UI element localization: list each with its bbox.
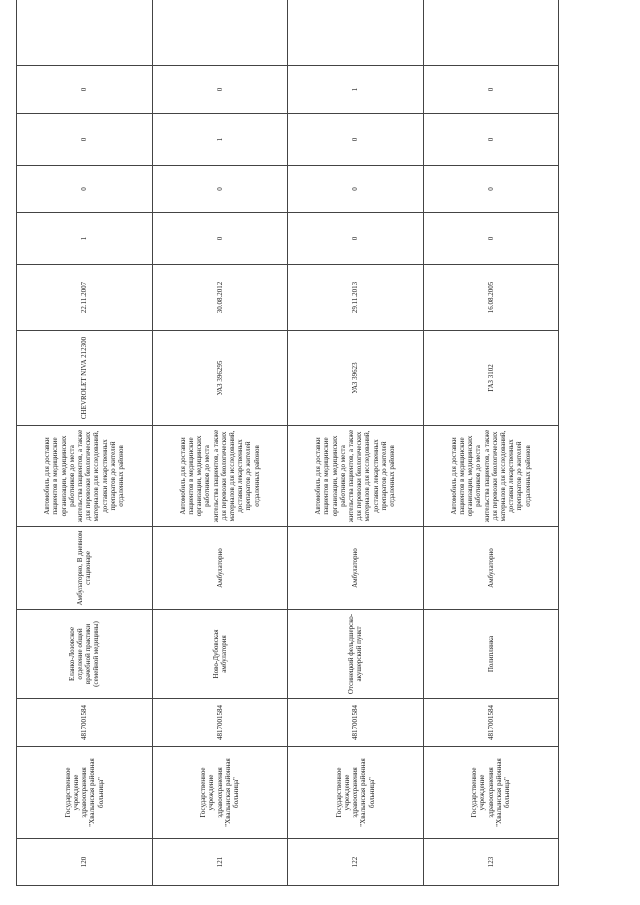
count-cell-3: 0: [17, 114, 153, 166]
vehicle-model: УАЗ 39623: [288, 331, 424, 426]
vehicle-model: CHEVROLET NIVA 212300: [17, 331, 153, 426]
count-cell-1: 0: [152, 213, 288, 265]
inn: 4817001584: [423, 699, 559, 747]
division-name: Отсинецкий фельдшерско-акушерский пункт: [288, 610, 424, 699]
division-name: Полиплянка: [423, 610, 559, 699]
count-cell-4: 0: [152, 66, 288, 114]
inn: 4817001584: [152, 699, 288, 747]
care-form: Амбулаторно: [423, 527, 559, 610]
table-row: [152, 0, 288, 886]
count-cell-1: 0: [288, 213, 424, 265]
registration-date: 16.08.2005: [423, 265, 559, 331]
row-number: 123: [423, 839, 559, 886]
division-name: Еланко-Лозовское отделение общей врачебной практики (семейной медицины): [17, 610, 153, 699]
table-row: [17, 0, 153, 886]
count-cell-3: 0: [423, 114, 559, 166]
organization-name: Государственное учреждение здравоохранения "Хвалынская районная больница": [288, 747, 424, 839]
count-cell-5: [17, 0, 153, 66]
care-form: Амбулаторно: [288, 527, 424, 610]
inn: 4817001584: [17, 699, 153, 747]
table-row: [423, 0, 559, 886]
rotated-page: [16, 18, 559, 886]
vehicle-register-table: [16, 0, 559, 886]
row-number: 121: [152, 839, 288, 886]
division-name: Ново-Дубовская амбулатория: [152, 610, 288, 699]
count-cell-5: [423, 0, 559, 66]
vehicle-purpose: Автомобиль для доставки пациентов в медицинские организации, медицинских работников до места жительства пациентов, а также для перевозки биологических материалов для исследований, доставки лекарственных препаратов до жителей отдаленных районов: [17, 426, 153, 527]
count-cell-5: [152, 0, 288, 66]
registration-date: 22.11.2007: [17, 265, 153, 331]
count-cell-2: 0: [152, 166, 288, 213]
inn: 4817001584: [288, 699, 424, 747]
organization-name: Государственное учреждение здравоохранения "Хвалынская районная больница": [17, 747, 153, 839]
care-form: Амбулаторно: [152, 527, 288, 610]
organization-name: Государственное учреждение здравоохранения "Хвалынская районная больница": [152, 747, 288, 839]
count-cell-4: 0: [423, 66, 559, 114]
count-cell-3: 0: [288, 114, 424, 166]
organization-name: Государственное учреждение здравоохранения "Хвалынская районная больница": [423, 747, 559, 839]
count-cell-2: 0: [17, 166, 153, 213]
vehicle-purpose: Автомобиль для доставки пациентов в медицинские организации, медицинских работников до места жительства пациентов, а также для перевозки биологических материалов для исследований, доставки лекарственных препаратов до жителей отдаленных районов: [423, 426, 559, 527]
registration-date: 29.11.2013: [288, 265, 424, 331]
count-cell-4: 0: [17, 66, 153, 114]
table-row: [288, 0, 424, 886]
care-form: Амбулаторно, В дневном стационаре: [17, 527, 153, 610]
count-cell-1: 0: [423, 213, 559, 265]
vehicle-model: ГАЗ 3102: [423, 331, 559, 426]
registration-date: 30.08.2012: [152, 265, 288, 331]
count-cell-3: 1: [152, 114, 288, 166]
count-cell-1: 1: [17, 213, 153, 265]
count-cell-4: 1: [288, 66, 424, 114]
vehicle-purpose: Автомобиль для доставки пациентов в медицинские организации, медицинских работников до места жительства пациентов, а также для перевозки биологических материалов для исследований, доставки лекарственных препаратов до жителей отдаленных районов: [152, 426, 288, 527]
count-cell-2: 0: [423, 166, 559, 213]
row-number: 122: [288, 839, 424, 886]
row-number: 120: [17, 839, 153, 886]
vehicle-purpose: Автомобиль для доставки пациентов в медицинские организации, медицинских работников до места жительства пациентов, а также для перевозки биологических материалов для исследований, доставки лекарственных препаратов до жителей отдаленных районов: [288, 426, 424, 527]
count-cell-2: 0: [288, 166, 424, 213]
vehicle-model: УАЗ 396295: [152, 331, 288, 426]
count-cell-5: [288, 0, 424, 66]
